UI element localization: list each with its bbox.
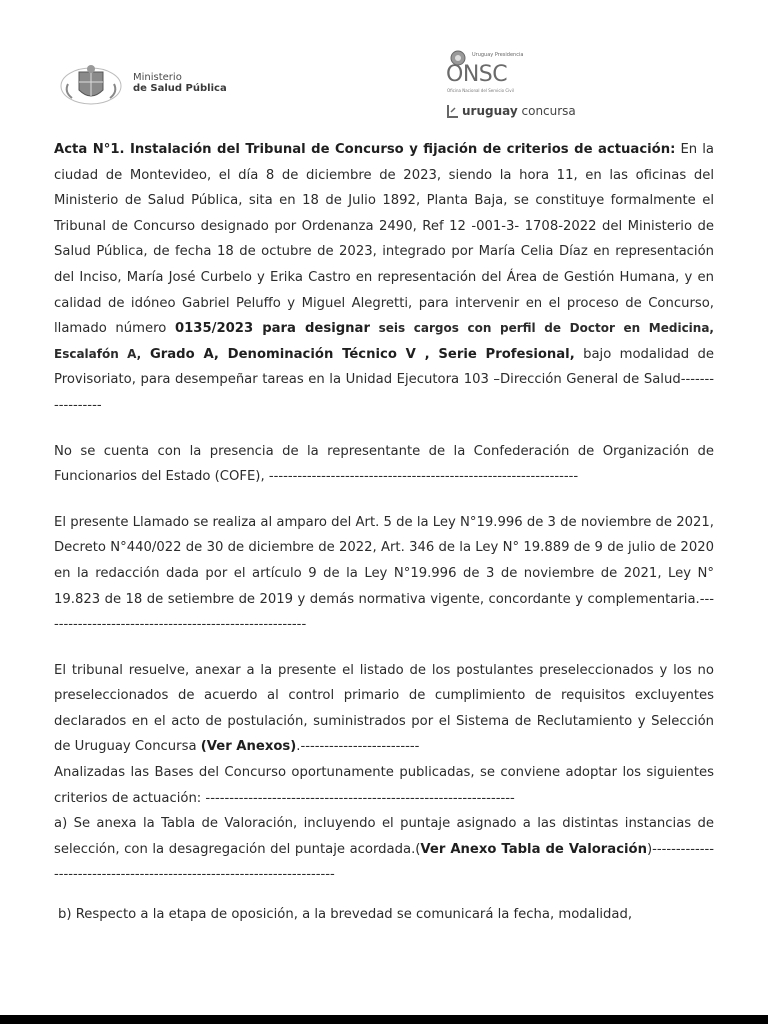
uc-bold: uruguay [462,104,518,118]
document-title: Acta N°1. Instalación del Tribunal de Concurso y fijación de criterios de actuación: [54,142,676,157]
p6-text-b: )------------------------------------------------------------------------ [54,841,714,883]
paragraph-1 [54,137,714,419]
onsc-wordmark: ONSC [446,62,508,87]
p1-grado: Grado A, Denominación Técnico V , Serie Profesional, [141,346,575,362]
p1-cargos: seis cargos con perfil de Doctor en Medicina, Escalafón A, [54,321,714,361]
p6-ver-anexo-tabla: Ver Anexo Tabla de Valoración [420,841,647,857]
p4-text-a: El tribunal resuelve, anexar a la presente el listado de los postulantes preseleccionados y los no preseleccionados de acuerdo al control primario de cumplimiento de requisitos excluyentes declarados en el acto de postulación, suministrados por el Sistema de Reclutamiento y Selección de Uruguay Concursa [54,662,714,755]
paragraph-3: El presente Llamado se realiza al amparo del Art. 5 de la Ley N°19.996 de 3 de noviembre de 2021, Decreto N°440/022 de 30 de diciembre de 2022, Art. 346 de la Ley N° 19.889 de 9 de julio de 2020 en la redacción dada por el artículo 9 de la Ley N°19.996 de 3 de noviembre de 2021, Ley N° 19.823 de 18 de setiembre de 2019 y demás normativa vigente, concordante y complementaria.-------------------------------------------------------- [54,514,714,633]
scan-edge-bar [0,1015,768,1024]
uc-rest: concursa [517,104,576,118]
p1-space [370,321,379,336]
msp-shield-icon [58,62,124,106]
p1-text-a: En la ciudad de Montevideo, el día 8 de diciembre de 2023, siendo la hora 11, en las oficinas del Ministerio de Salud Pública, sita en 18 de Julio 1892, Planta Baja, se constituye formalmente el Tribunal de Concurso designado por Ordenanza 2490, Ref 12 -001-3- 1708-2022 del Ministerio de Salud Pública, de fecha 18 de octubre de 2023, integrado por María Celia Díaz en representación del Inciso, María José Curbelo y Erika Castro en representación del Área de Gestión Humana, y en calidad de idóneo Gabriel Peluffo y Miguel Alegretti, para intervenir en el proceso de Concurso, llamado número [54,142,714,337]
uruguay-concursa-logo [462,104,576,118]
msp-line2: de Salud Pública [133,83,227,94]
uruguay-concursa-icon [446,103,460,119]
p6-text-a: a) Se anexa la Tabla de Valoración, incluyendo el puntaje asignado a las distintas instancias de selección, con la desagregación del puntaje acordada.( [54,816,714,857]
paragraph-7: b) Respecto a la etapa de oposición, a la brevedad se comunicará la fecha, modalidad, [58,907,633,923]
paragraph-4 [54,658,714,760]
p1-text-b: bajo modalidad de Provisoriato, para desempeñar tareas en la Unidad Ejecutora 103 –Dirección General de Salud----------------- [54,346,714,413]
document-body [54,137,714,928]
paragraph-5: Analizadas las Bases del Concurso oportunamente publicadas, se conviene adoptar los siguientes criterios de actuación: ----------------------------------------------------------------- [54,765,714,806]
msp-line1: Ministerio [133,72,182,83]
p4-text-b: .------------------------- [296,739,420,755]
paragraph-6 [54,811,714,888]
msp-logo-text [133,72,227,94]
p1-llamado-number: 0135/2023 para designar [174,321,370,337]
onsc-subtitle: Oficina Nacional del Servicio Civil [447,88,514,93]
paragraph-2: No se cuenta con la presencia de la representante de la Confederación de Organización de Funcionarios del Estado (COFE), ----------------------------------------------------------------- [54,443,714,485]
onsc-tagline: Uruguay Presidencia [472,52,524,58]
p4-ver-anexos: (Ver Anexos) [200,739,297,755]
